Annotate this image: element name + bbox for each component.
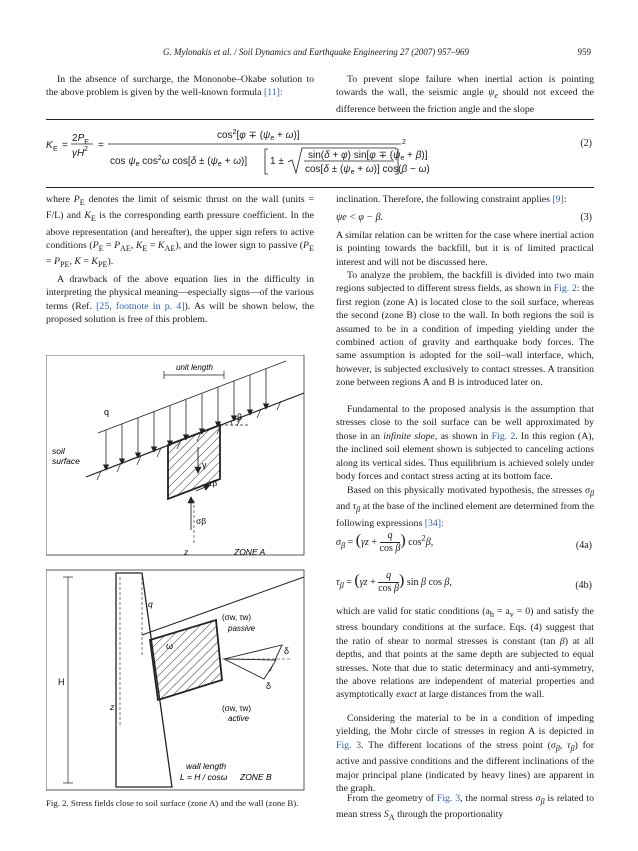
- svg-text:=: =: [62, 140, 68, 151]
- right-paragraph-2: inclination. Therefore, the following constraint applies [9]:: [336, 194, 567, 205]
- zone-a-z-label: z: [184, 547, 189, 557]
- top-rule: [46, 119, 594, 120]
- fig-2-link-2[interactable]: Fig. 2: [491, 430, 516, 442]
- figure-caption: Fig. 2. Stress fields close to soil surface (zone A) and the wall (zone B).: [46, 798, 299, 808]
- equation-3: [336, 212, 383, 223]
- ref-11-link[interactable]: [11]:: [263, 87, 283, 99]
- unit-length-label: unit length: [176, 363, 213, 372]
- active-label: active: [228, 714, 249, 723]
- zone-a-q-label: q: [104, 407, 110, 417]
- figure-2: [46, 355, 316, 795]
- zone-b-panel: [46, 570, 304, 790]
- equation-3-number: (3): [580, 212, 592, 223]
- right-paragraph-4: To analyze the problem, the backfill is divided into two main regions subjected to different stress fields, as shown in Fig. 2: the first region (zone A) is located close to the soil surface, whereas the second (zone B) close to the wall. In both regions the soil is assumed to be in a condition of impeding yielding under the combined action of gravity and earthquake body forces. The same assumption is adopted for the soil–wall interface, which, however, is subjected exclusively to contact stresses. A transition zone between regions A and B is introduced later on.: [336, 270, 595, 389]
- soil-surface-label-1: soil: [52, 446, 65, 456]
- height-label: H: [58, 677, 65, 687]
- zone-b-z-label: z: [110, 702, 115, 712]
- ref-9-link[interactable]: [9]: [552, 194, 564, 205]
- left-paragraph-2: where $P_E$ denotes the limit of seismic thrust on the wall (units = F/L) and $K_E$ is the corresponding earth pressure coefficient. In the above representation (and hereafter), the upper sign refers to active conditions ($P_E = P_{AE}$, $K_E = K_{AE}$), and the lower sign to passive ($P_E = P_{PE}$, $K = K_{PE}$).: [46, 194, 314, 270]
- right-paragraph-7: which are valid for static conditions $(a_h = a_v = 0)$ and satisfy the stress boundary conditions at the surface. Eqs. (4) suggest that the ratio of shear to normal stresses is constant (tan β) at all depths, and that points at the same depth are subjected to equal stresses. Note that due to static determinacy and anti-symmetry, the above relations are independent of material properties and asymptotically exact at large distances from the wall.: [336, 606, 595, 701]
- wall-element: [150, 620, 222, 700]
- svg-text:2: 2: [402, 139, 406, 146]
- svg-text:2PE: $2P_E$: [72, 133, 89, 146]
- right-paragraph-8: Considering the material to be in a condition of impeding yielding, the Mohr circle of stresses in region A is depicted in Fig. 3. The different locations of the stress point ($\sigma_\beta$, $\tau_\beta$) for active and passive conditions and the different inclinations of the major principal plane (indicated by heavy lines) are apparent in the graph.: [336, 713, 594, 794]
- svg-text:sin(δ + φ) sin[φ ∓ (ψe + β)]: sin(δ + φ) $\sin[\varphi \mp (\psi_e + \beta)]$: [308, 150, 428, 162]
- fig-3-link[interactable]: Fig. 3: [336, 739, 362, 751]
- svg-text:=: =: [98, 140, 104, 151]
- equation-3-text: ψe < φ − β.: [336, 212, 384, 223]
- svg-text:2: 2: [84, 146, 88, 153]
- passive-label: passive: [228, 624, 256, 633]
- equation-2: [46, 124, 594, 186]
- equation-2-number: (2): [580, 138, 592, 149]
- zone-a-label: ZONE A: [234, 547, 266, 557]
- right-paragraph-1: To prevent slope failure when inertial action is pointing towards the wall, the seismic angle $\psi_e$ should not exceed the difference between the friction angle and the slope: [336, 74, 594, 115]
- zone-a-panel: [46, 355, 304, 557]
- active-stress-label: (σw, τw): [222, 704, 251, 713]
- page-number: 959: [577, 47, 591, 57]
- svg-text:cos ψe cos2ω cos[δ ± (ψe + ω)]: $\cos \psi_e$ $\cos^2\omega$ $\cos[\delta \pm (\psi_e + \omega)]$: [110, 155, 248, 168]
- backfill-surface: [142, 577, 304, 635]
- gamma-label: γ: [202, 460, 207, 470]
- svg-text:cos[δ ± (ψe + ω)] cos(β − ω): $\cos[\delta \pm (\psi_e + \omega)]$ cos(β − ω): [305, 164, 430, 176]
- wall-length-label: wall length: [186, 761, 227, 771]
- zone-b-q-label: q: [148, 599, 153, 609]
- svg-text:1 ±: 1 ±: [270, 156, 284, 167]
- equation-2-svg: [46, 124, 594, 186]
- active-stress-arrow: [224, 659, 276, 679]
- right-paragraph-9: From the geometry of Fig. 3, the normal stress $\sigma_\beta$ is related to mean stress $S_A$ through the proportionality: [336, 793, 594, 823]
- equation-4a-number: (4a): [575, 540, 592, 551]
- ref-34-link[interactable]: [34]:: [424, 517, 444, 529]
- wall-length-formula: L = H / cosω: [180, 772, 228, 782]
- delta-bottom-label: δ: [266, 681, 272, 691]
- left-paragraph-1: In the absence of surcharge, the Mononobe–Okabe solution to the above problem is given by the well-known formula [11]:: [46, 74, 314, 99]
- left-paragraph-3: A drawback of the above equation lies in the difficulty in interpreting the physical meaning—especially signs—of the various terms (Ref. [25, footnote in p. 4]). As will be shown below, the proposed solution is free of this problem.: [46, 274, 314, 326]
- sigma-label: σβ: [196, 516, 207, 526]
- svg-text:γH: γH: [72, 148, 85, 159]
- passive-stress-label: (σw, τw): [222, 613, 251, 622]
- fig-2-link[interactable]: Fig. 2: [553, 283, 577, 295]
- zone-b-label: ZONE B: [240, 772, 272, 782]
- equation-rule: [46, 187, 594, 188]
- equation-4b: $\tau_\beta = (\gamma z$ + $\frac{q}{\text{cos β}}$ ) sin β cos β,: [336, 570, 452, 594]
- equation-4a: $\sigma_\beta = (\gamma z$ + $\frac{q}{\text{cos β}}$ ) $\cos^2\beta$,: [336, 530, 434, 554]
- right-paragraph-6: Based on this physically motivated hypothesis, the stresses $\sigma_\beta$ and $\tau_\beta$ at the base of the inclined element are determined from the following expressions [34]:: [336, 485, 594, 529]
- fig-3-link-2[interactable]: Fig. 3: [436, 793, 461, 804]
- right-paragraph-5: Fundamental to the proposed analysis is the assumption that stresses close to the soil surface can be well approximated by those in an infinite slope, as shown in Fig. 2. In this region (A), the inclined soil element shown is subjected to canceling actions along its vertical sides. Thus equilibrium is achieved solely under body forces and contact stress acting at its bottom face.: [336, 404, 594, 483]
- equation-4b-number: (4b): [575, 580, 592, 591]
- right-paragraph-3: A similar relation can be written for the case where inertial action is pointing towards the backfill, but it is of limited practical interest and will not be discussed here.: [336, 230, 594, 268]
- delta-top-label: δ: [284, 646, 290, 656]
- svg-text:K: K: [46, 140, 53, 151]
- soil-surface-label-2: surface: [52, 456, 80, 466]
- ref-25-link[interactable]: [25, footnote in p. 4]: [96, 300, 185, 312]
- svg-text:cos2[φ ∓ (ψe + ω)]: $\cos^2[\varphi \mp (\psi_e + \omega)]$: [217, 129, 300, 142]
- running-head: G. Mylonakis et al. / Soil Dynamics and Earthquake Engineering 27 (2007) 957–969: [163, 47, 469, 57]
- tau-label: τβ: [209, 478, 218, 488]
- svg-text:E: E: [53, 146, 58, 153]
- zone-a-beta-label: β: [237, 412, 243, 422]
